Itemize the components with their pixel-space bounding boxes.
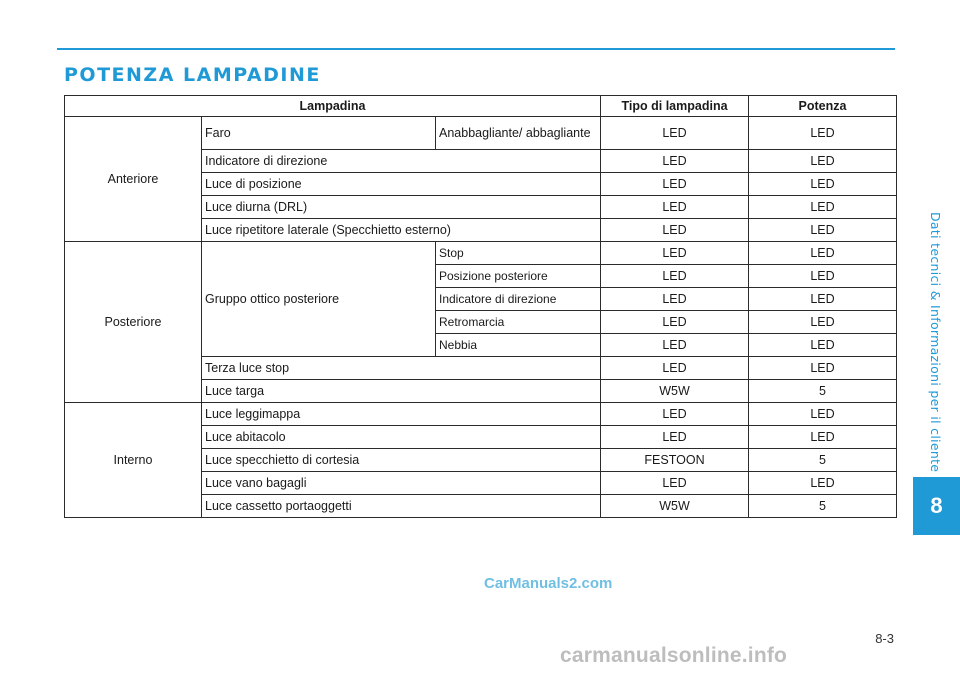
bulb-type: LED (601, 265, 749, 288)
bulb-name: Luce di posizione (202, 173, 601, 196)
table-row (65, 117, 897, 150)
table-row (65, 403, 897, 426)
group-rear: Posteriore (65, 242, 202, 403)
bulb-type: LED (601, 357, 749, 380)
table-row (65, 242, 897, 265)
bulb-name: Faro (202, 117, 436, 150)
bulb-type: LED (601, 196, 749, 219)
bulb-type: LED (601, 173, 749, 196)
bulb-subname: Retromarcia (436, 311, 601, 334)
bulb-power: 5 (749, 449, 897, 472)
bulb-name: Luce leggimappa (202, 403, 601, 426)
bulb-power: LED (749, 288, 897, 311)
bulb-subname: Stop (436, 242, 601, 265)
bulb-wattage-table (64, 95, 897, 518)
watermark-carmanuals2[interactable]: CarManuals2.com (484, 575, 613, 592)
footer-watermark[interactable]: carmanualsonline.info (560, 644, 788, 667)
bulb-power: LED (749, 311, 897, 334)
group-interior: Interno (65, 403, 202, 518)
bulb-type: LED (601, 288, 749, 311)
bulb-name: Luce abitacolo (202, 426, 601, 449)
bulb-power: LED (749, 173, 897, 196)
chapter-tab[interactable]: 8 (913, 477, 960, 535)
bulb-power: LED (749, 357, 897, 380)
bulb-power: 5 (749, 380, 897, 403)
bulb-name: Luce cassetto portaoggetti (202, 495, 601, 518)
bulb-type: LED (601, 472, 749, 495)
bulb-type: LED (601, 242, 749, 265)
bulb-name: Luce ripetitore laterale (Specchietto esterno) (202, 219, 601, 242)
header-power: Potenza (749, 96, 897, 117)
bulb-power: LED (749, 196, 897, 219)
bulb-name: Luce specchietto di cortesia (202, 449, 601, 472)
bulb-type: LED (601, 426, 749, 449)
table-header-row (65, 96, 897, 117)
header-rule (57, 48, 895, 50)
bulb-subname: Indicatore di direzione (436, 288, 601, 311)
bulb-power: LED (749, 426, 897, 449)
bulb-subname: Nebbia (436, 334, 601, 357)
bulb-name: Gruppo ottico posteriore (202, 242, 436, 357)
bulb-name: Terza luce stop (202, 357, 601, 380)
bulb-type: LED (601, 334, 749, 357)
page-number: 8-3 (875, 631, 894, 646)
bulb-power: LED (749, 117, 897, 150)
bulb-type: LED (601, 403, 749, 426)
bulb-power: LED (749, 334, 897, 357)
bulb-power: LED (749, 242, 897, 265)
group-front: Anteriore (65, 117, 202, 242)
bulb-name: Luce vano bagagli (202, 472, 601, 495)
bulb-power: LED (749, 472, 897, 495)
bulb-type: LED (601, 150, 749, 173)
bulb-name: Luce targa (202, 380, 601, 403)
bulb-power: LED (749, 403, 897, 426)
bulb-name: Luce diurna (DRL) (202, 196, 601, 219)
bulb-type: W5W (601, 380, 749, 403)
header-type: Tipo di lampadina (601, 96, 749, 117)
bulb-type: LED (601, 117, 749, 150)
bulb-power: LED (749, 265, 897, 288)
bulb-power: LED (749, 150, 897, 173)
bulb-power: LED (749, 219, 897, 242)
bulb-type: LED (601, 219, 749, 242)
bulb-type: W5W (601, 495, 749, 518)
bulb-name: Indicatore di direzione (202, 150, 601, 173)
header-bulb: Lampadina (65, 96, 601, 117)
bulb-type: FESTOON (601, 449, 749, 472)
bulb-power: 5 (749, 495, 897, 518)
bulb-subname: Posizione posteriore (436, 265, 601, 288)
chapter-side-label: Dati tecnici & Informazioni per il cliente (928, 212, 943, 473)
section-title: POTENZA LAMPADINE (64, 64, 321, 86)
bulb-type: LED (601, 311, 749, 334)
bulb-subname: Anabbagliante/ abbagliante (436, 117, 601, 150)
